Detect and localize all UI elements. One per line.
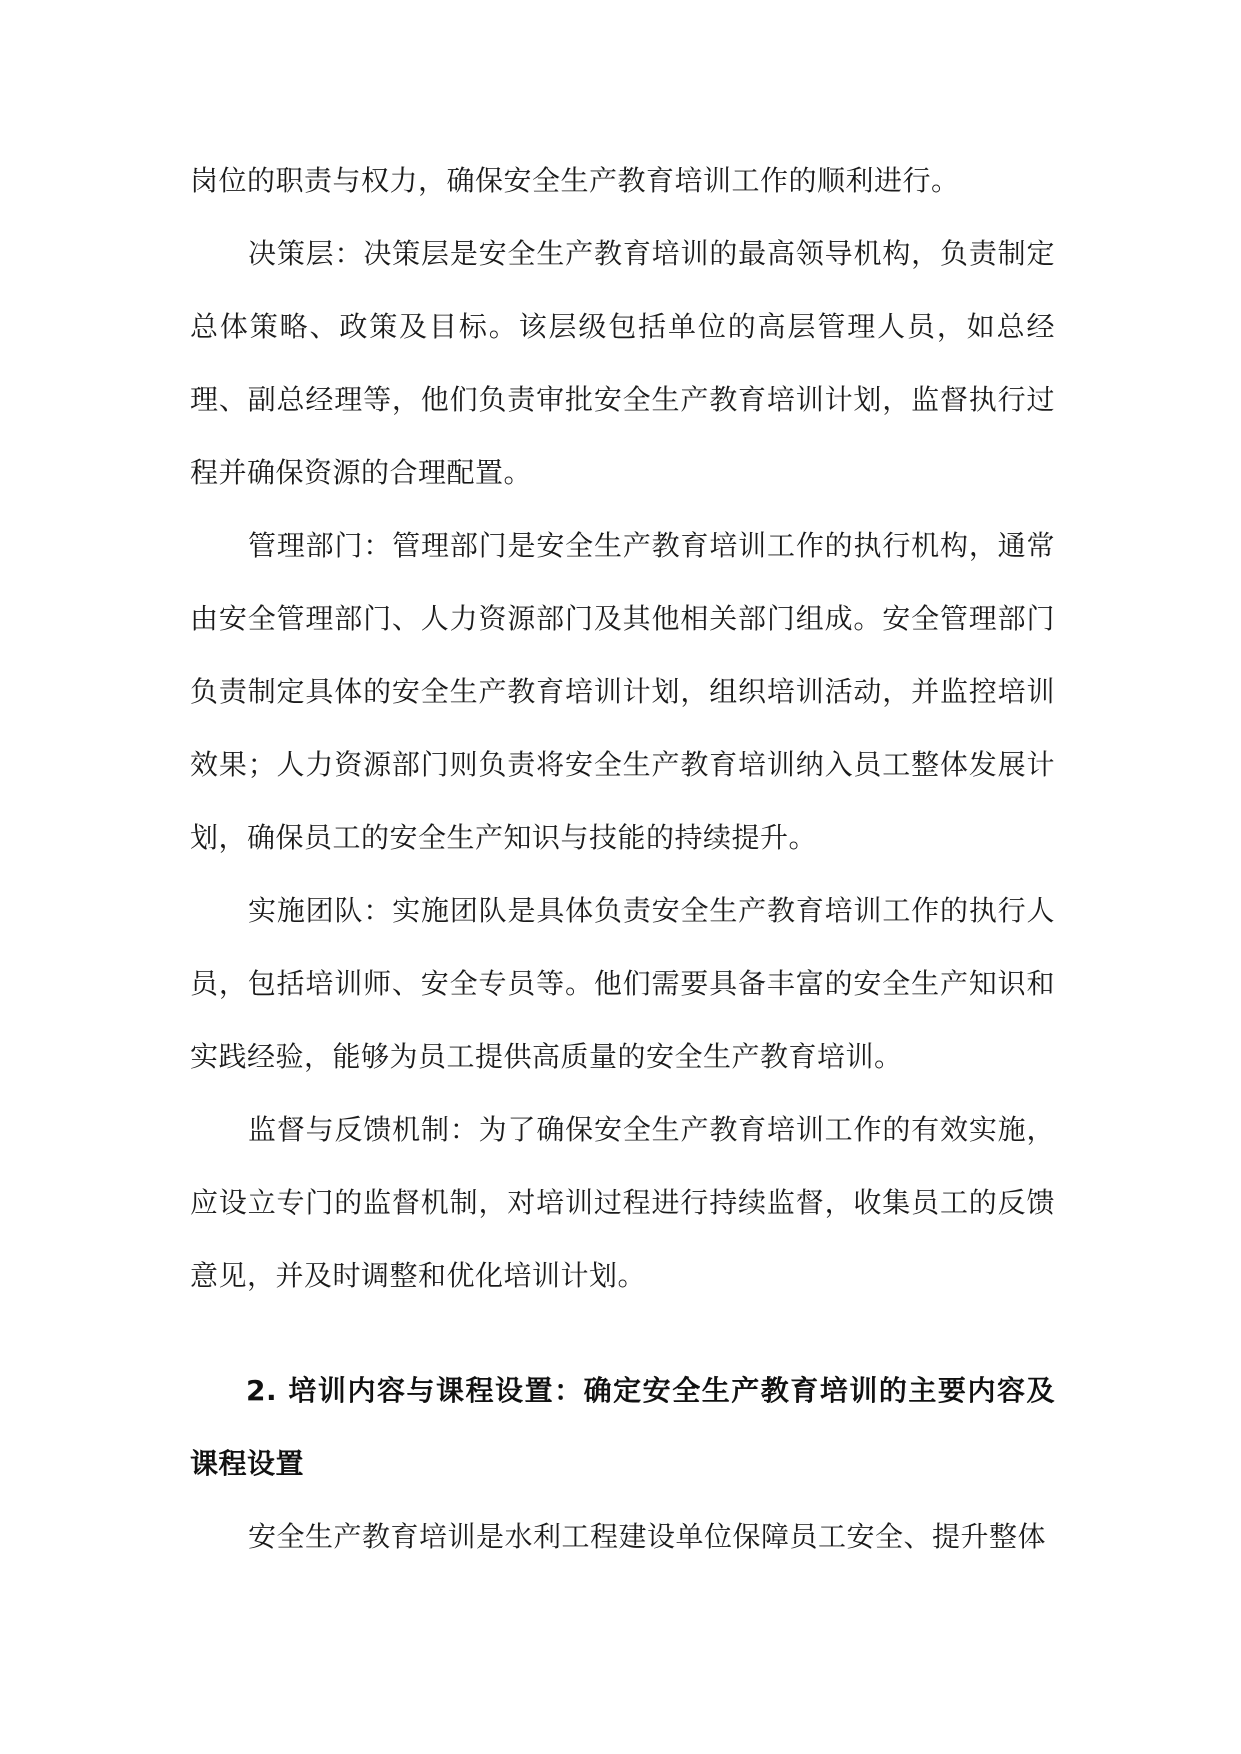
section-heading: 2. 培训内容与课程设置：确定安全生产教育培训的主要内容及课程设置 [190, 1374, 1055, 1480]
paragraph-supervision-feedback: 监督与反馈机制：为了确保安全生产教育培训工作的有效实施，应设立专门的监督机制，对培训过程进行持续监督，收集员工的反馈意见，并及时调整和优化培训计划。 [190, 1113, 1055, 1292]
paragraph-implementation-team: 实施团队：实施团队是具体负责安全生产教育培训工作的执行人员，包括培训师、安全专员等。他们需要具备丰富的安全生产知识和实践经验，能够为员工提供高质量的安全生产教育培训。 [190, 894, 1055, 1073]
paragraph-decision-layer: 决策层：决策层是安全生产教育培训的最高领导机构，负责制定总体策略、政策及目标。该层级包括单位的高层管理人员，如总经理、副总经理等，他们负责审批安全生产教育培训计划，监督执行过程并确保资源的合理配置。 [190, 237, 1055, 489]
paragraph-continuation: 岗位的职责与权力，确保安全生产教育培训工作的顺利进行。 [190, 164, 960, 197]
document-body [190, 144, 1055, 1573]
paragraph-section-intro: 安全生产教育培训是水利工程建设单位保障员工安全、提升整体 [248, 1520, 1047, 1553]
paragraph-management-dept: 管理部门：管理部门是安全生产教育培训工作的执行机构，通常由安全管理部门、人力资源部门及其他相关部门组成。安全管理部门负责制定具体的安全生产教育培训计划，组织培训活动，并监控培训效果；人力资源部门则负责将安全生产教育培训纳入员工整体发展计划，确保员工的安全生产知识与技能的持续提升。 [190, 529, 1055, 854]
